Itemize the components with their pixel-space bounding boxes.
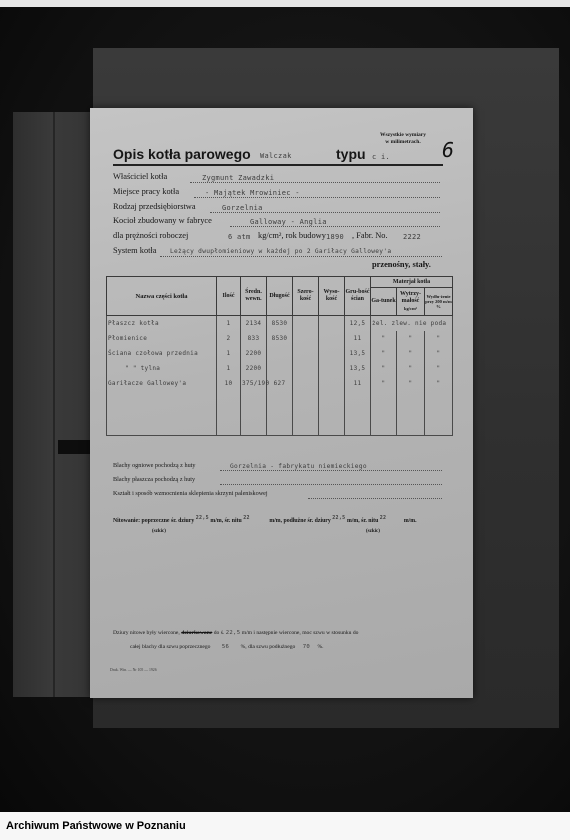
- part-length: [267, 346, 293, 361]
- part-length: 8530: [267, 331, 293, 346]
- fire-sheets-line: [220, 470, 442, 471]
- type-label: typu: [336, 146, 366, 162]
- factory-value: Galloway - Anglia: [250, 218, 327, 226]
- table-row: [107, 346, 453, 361]
- part-thickness: 13,5: [345, 361, 371, 376]
- part-elongation: ": [425, 361, 453, 376]
- col-thickness: Gru-bość ścian: [345, 277, 371, 316]
- location-value: - Majątek Mrowiniec -: [205, 189, 300, 197]
- riveting-text-4: m/m, śr. nitu: [346, 517, 379, 524]
- riveting-text-3: m/m, podłużne śr. dziury: [269, 517, 331, 524]
- fabr-value: 2222: [403, 233, 422, 241]
- fabr-label: , Fabr. No.: [352, 231, 388, 240]
- title-underline: [113, 164, 443, 166]
- part-diameter: 2200: [241, 346, 267, 361]
- part-strength: ": [397, 346, 425, 361]
- part-count: 1: [217, 346, 241, 361]
- table-row: [107, 331, 453, 346]
- seam-text-a: całej blachy dla szwu poprzecznego: [130, 644, 211, 650]
- col-strength-unit: kg/cm²: [403, 306, 418, 311]
- mantle-sheets-label: Blachy płaszcza pochodzą z huty: [113, 476, 196, 483]
- part-diameter: 2134: [241, 316, 267, 332]
- part-width: [293, 376, 319, 391]
- units-note: [380, 132, 426, 146]
- col-name: Nazwa części kotła: [107, 277, 217, 316]
- part-elongation: ": [425, 331, 453, 346]
- table-row: [107, 316, 453, 332]
- part-thickness: 13,5: [345, 346, 371, 361]
- part-material-kind: ": [371, 346, 397, 361]
- seam-text-e: %.: [317, 644, 324, 650]
- part-name: Ściana czołowa przednia: [107, 346, 217, 361]
- fire-sheets-value: Gorzelnia - fabrykatu niemieckiego: [230, 463, 367, 470]
- archive-name: Archiwum Państwowe w Poznaniu: [6, 820, 186, 832]
- holes-text-b: dziurkowane: [181, 630, 213, 636]
- fire-sheets-label: Blachy ogniowe pochodzą z huty: [113, 462, 196, 469]
- part-elongation: ": [425, 376, 453, 391]
- build-year: 1890: [326, 233, 345, 241]
- col-elongation-label: Wydłu-żenie przy 200 m/m: [425, 294, 452, 304]
- print-note: Druk. Win. — Nr 105 — 1926: [110, 668, 157, 672]
- riveting-val-1: 22,5: [195, 515, 209, 521]
- part-material-kind: ": [371, 376, 397, 391]
- table-empty-rows: [107, 391, 453, 436]
- system-value: Leżący dwupłomieniowy w każdej po 2 Gariłacy Gallowey'a: [170, 248, 392, 255]
- part-diameter: 375/190: [241, 376, 267, 391]
- owner-line: [190, 182, 440, 183]
- enterprise-line: [210, 212, 440, 213]
- mantle-sheets-line: [220, 484, 442, 485]
- part-count: 1: [217, 316, 241, 332]
- rivet-holes-line-2: [130, 644, 324, 650]
- table-row: [107, 361, 453, 376]
- col-elongation-unit: %: [436, 304, 441, 309]
- part-width: [293, 361, 319, 376]
- boiler-form-document: [90, 108, 473, 698]
- factory-line: [230, 226, 440, 227]
- part-height: [319, 376, 345, 391]
- holes-text-e: m/m i następnie wiercone, moc szwu w stosunku do: [241, 630, 359, 636]
- holes-text-a: Dziury nitowe były wiercone,: [113, 630, 180, 636]
- part-strength: ": [397, 376, 425, 391]
- rivet-holes-line-1: [113, 630, 358, 636]
- col-count: Ilość: [217, 277, 241, 316]
- location-label: Miejsce pracy kotła: [113, 187, 180, 196]
- system-suffix: przenośny, stały.: [372, 260, 431, 269]
- part-name: Gariłacze Gallowey'a: [107, 376, 217, 391]
- system-line: [160, 256, 442, 257]
- part-thickness: 12,5: [345, 316, 371, 332]
- riveting-val-2: 22: [243, 515, 250, 521]
- part-elongation: ": [425, 346, 453, 361]
- sketch-label-2: (szkic): [366, 529, 380, 534]
- left-page-edge: [13, 112, 91, 697]
- factory-label: Kocioł zbudowany w fabryce: [113, 216, 212, 225]
- riveting-row: [113, 515, 417, 524]
- part-name: " " tylna: [107, 361, 217, 376]
- system-label: System kotła: [113, 246, 157, 255]
- col-height: Wyso-kość: [319, 277, 345, 316]
- col-length: Długość: [267, 277, 293, 316]
- riveting-text-1: Nitowanie: poprzeczne śr. dziury: [113, 517, 195, 524]
- enterprise-label: Rodzaj przedsiębiorstwa: [113, 202, 196, 211]
- page-fold: [53, 112, 55, 697]
- firebox-shape-label: Kształt i sposób wzmocnienia sklepienia skrzyni paleniskowej: [113, 490, 268, 497]
- part-thickness: 11: [345, 376, 371, 391]
- binding-tab: [58, 440, 90, 454]
- title-handwritten: Walczak: [260, 152, 292, 160]
- units-note-line2: w milimetrach.: [385, 139, 421, 145]
- col-diameter: Średn. wewn.: [241, 277, 267, 316]
- part-count: 2: [217, 331, 241, 346]
- firebox-shape-line: [308, 498, 442, 499]
- part-length: 627: [267, 376, 293, 391]
- archive-footer: [0, 812, 570, 840]
- col-elongation: [425, 288, 453, 316]
- part-strength: ": [397, 331, 425, 346]
- part-height: [319, 346, 345, 361]
- part-strength: ": [397, 361, 425, 376]
- part-name: Płaszcz kotła: [107, 316, 217, 332]
- part-material-kind: żel. zlew. nie poda: [371, 316, 453, 332]
- riveting-val-4: 22: [379, 515, 387, 521]
- part-length: [267, 361, 293, 376]
- col-strength-label: Wytrzy-małość: [399, 291, 422, 304]
- form-title: Opis kotła parowego: [113, 146, 251, 162]
- col-strength: [397, 288, 425, 316]
- page-number: 6: [442, 138, 455, 162]
- pressure-unit: kg/cm², rok budowy: [258, 231, 326, 240]
- units-note-line1: Wszystkie wymiary: [380, 132, 426, 138]
- sketch-label-1: (szkic): [152, 529, 166, 534]
- seam-text-b: 56: [221, 644, 230, 650]
- enterprise-value: Gorzelnia: [222, 204, 263, 212]
- owner-label: Właściciel kotła: [113, 172, 168, 181]
- col-width: Szero-kość: [293, 277, 319, 316]
- part-height: [319, 361, 345, 376]
- part-name: Płomienice: [107, 331, 217, 346]
- part-thickness: 11: [345, 331, 371, 346]
- part-height: [319, 331, 345, 346]
- top-light-strip: [0, 0, 570, 7]
- part-count: 1: [217, 361, 241, 376]
- type-value: c i.: [372, 153, 391, 161]
- part-length: 8530: [267, 316, 293, 332]
- col-kind: Ga-tunek: [371, 288, 397, 316]
- holes-text-d: 22,5: [225, 630, 241, 636]
- table-row: [107, 376, 453, 391]
- riveting-val-3: 22,5: [332, 515, 346, 521]
- holes-text-c: do ś.: [213, 630, 225, 636]
- part-material-kind: ": [371, 331, 397, 346]
- part-width: [293, 346, 319, 361]
- part-material-kind: ": [371, 361, 397, 376]
- boiler-parts-table: [106, 276, 453, 436]
- part-diameter: 2200: [241, 361, 267, 376]
- part-width: [293, 331, 319, 346]
- part-height: [319, 316, 345, 332]
- riveting-text-5: m/m.: [403, 517, 417, 524]
- location-line: [194, 197, 440, 198]
- owner-value: Zygmunt Zawadzki: [202, 174, 275, 182]
- pressure-value: 6 atm: [228, 233, 251, 241]
- pressure-label: dla prężności roboczej: [113, 231, 189, 240]
- col-material: Materjał kotła: [371, 277, 453, 288]
- part-diameter: 833: [241, 331, 267, 346]
- seam-text-c: %, dla szwu podłużnego: [240, 644, 296, 650]
- part-count: 10: [217, 376, 241, 391]
- part-width: [293, 316, 319, 332]
- riveting-text-2: m/m, śr. nitu: [210, 517, 242, 524]
- seam-text-d: 70: [302, 644, 311, 650]
